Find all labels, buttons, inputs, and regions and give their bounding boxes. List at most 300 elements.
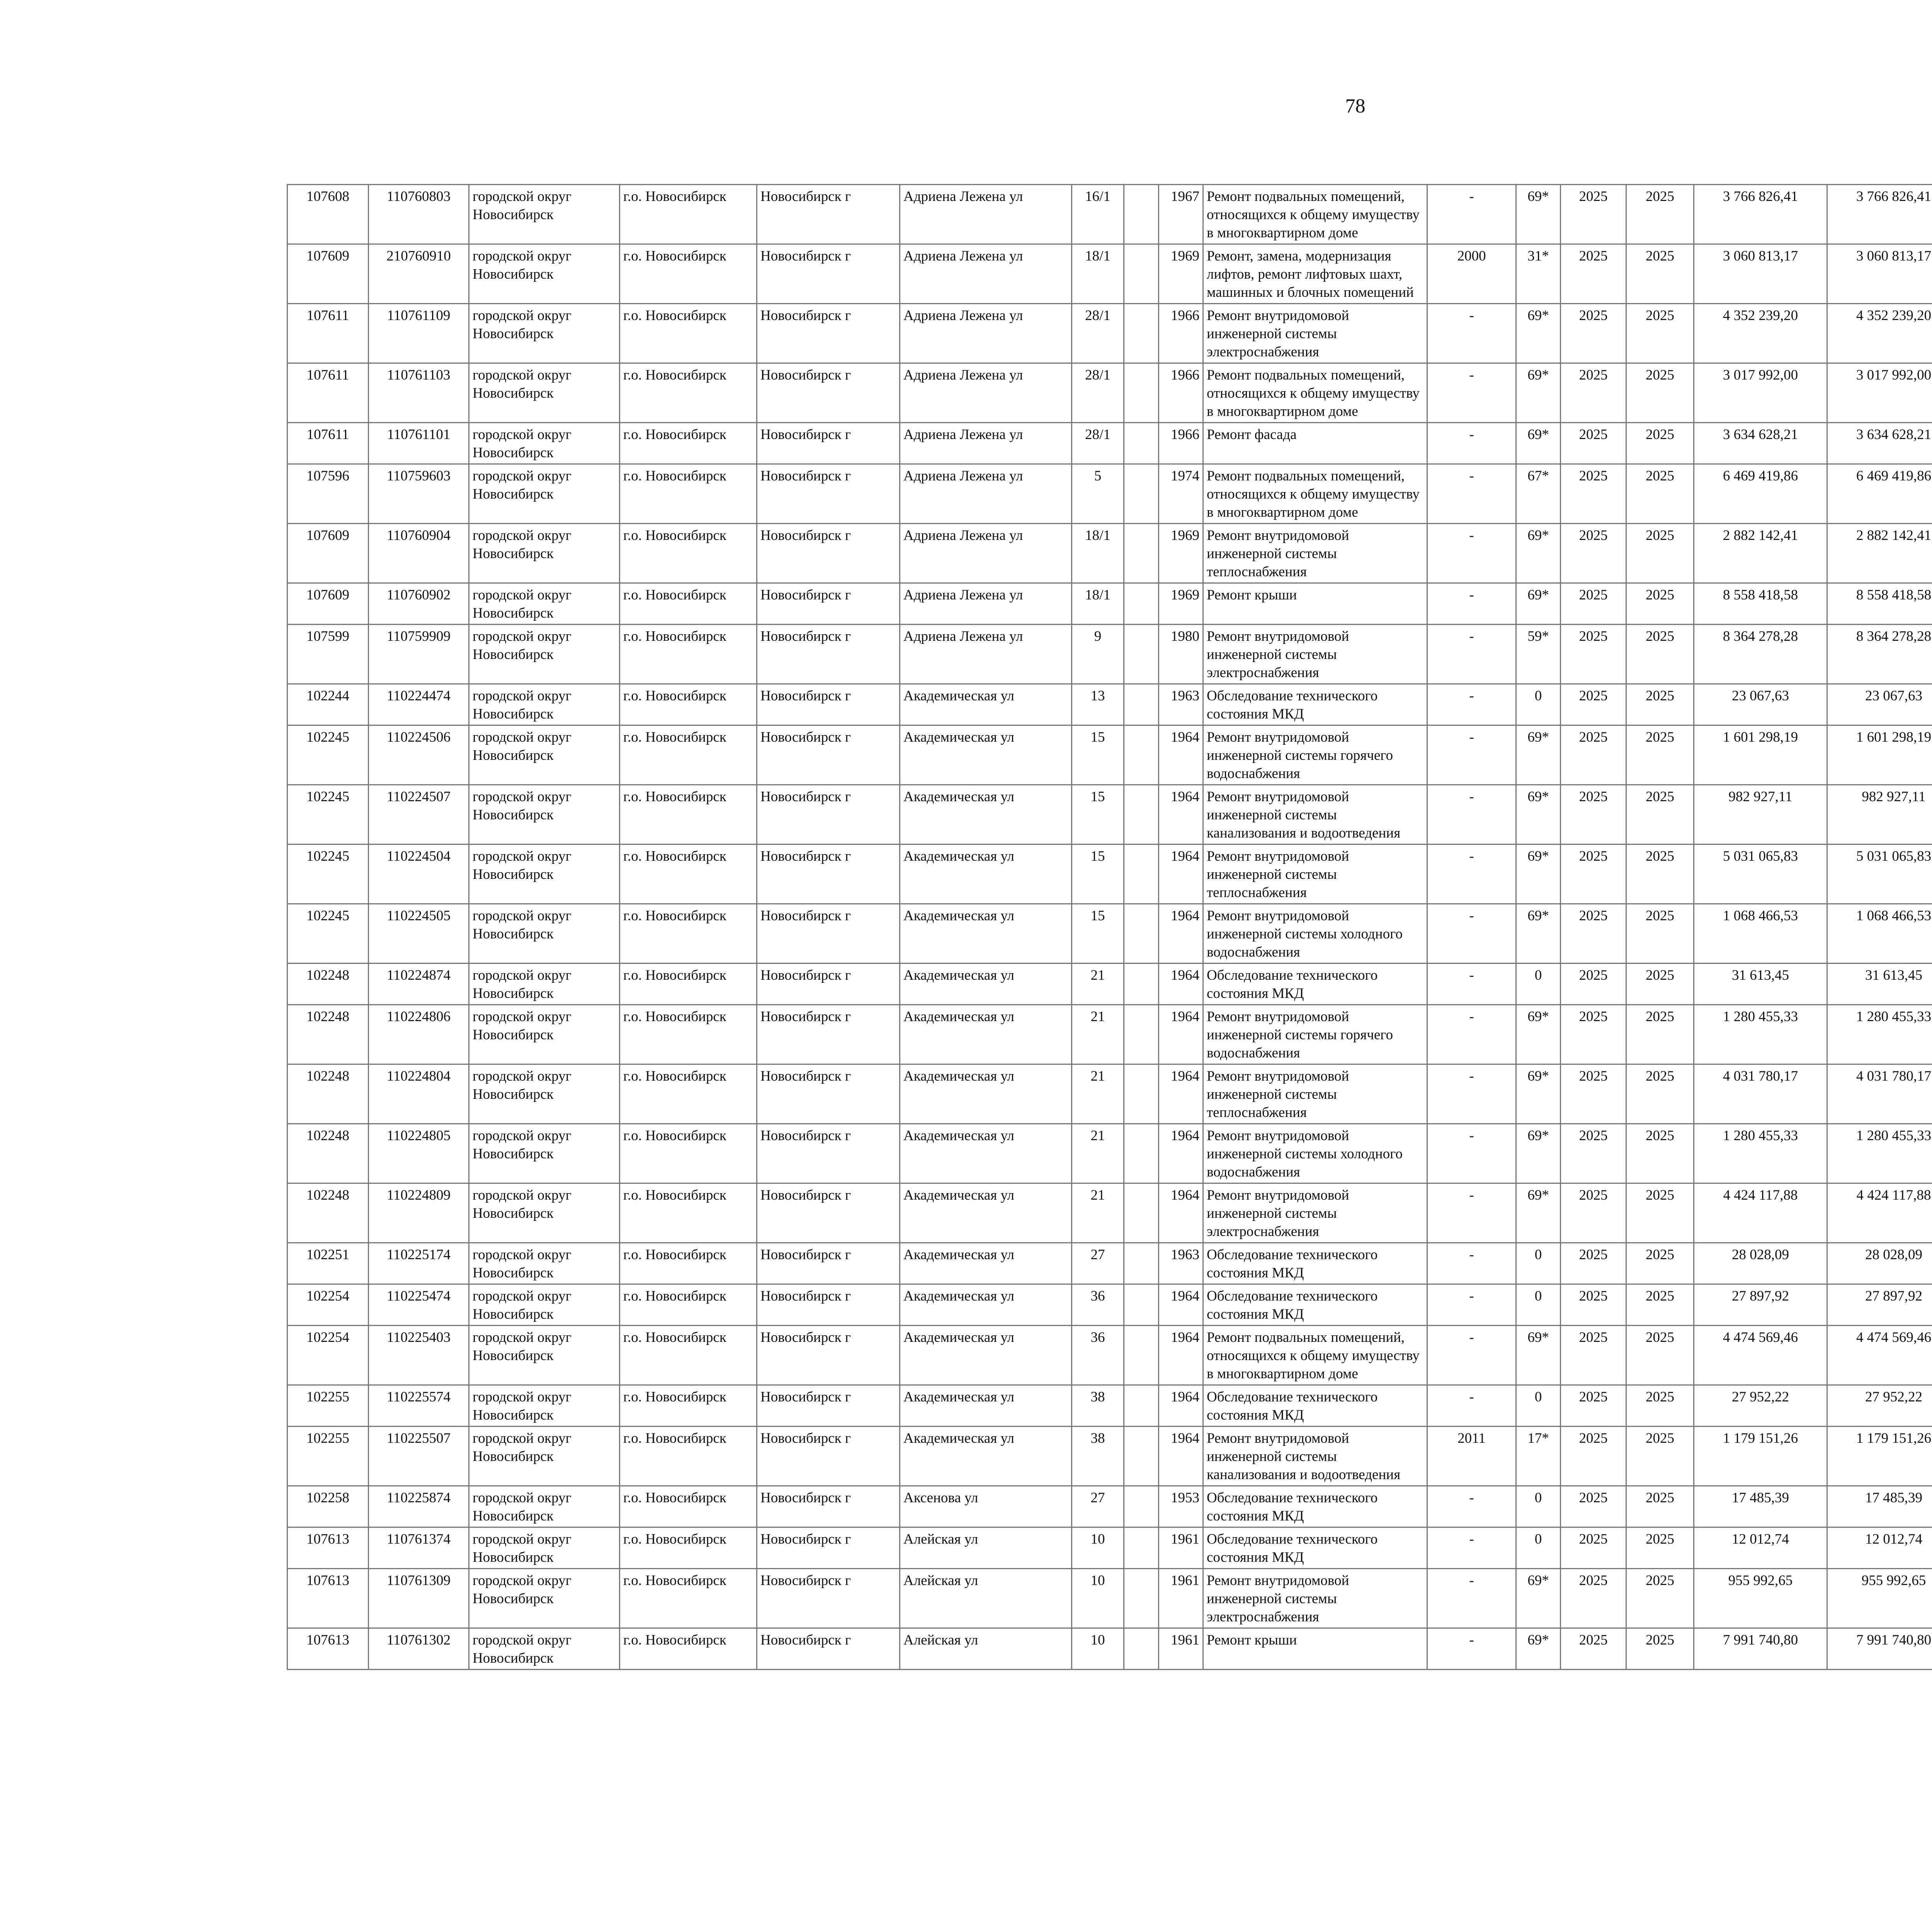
- cell-work-id: 110760803: [369, 185, 469, 244]
- cell-house-number: 28/1: [1072, 423, 1124, 464]
- cell-plan-year-end: 2025: [1626, 1486, 1694, 1527]
- cell-municipality: городской округ Новосибирск: [469, 583, 620, 625]
- table-row: [287, 904, 1932, 964]
- cell-settlement: Новосибирск г: [757, 684, 900, 725]
- cell-work-id: 110224874: [369, 964, 469, 1005]
- cell-work-id: 110225507: [369, 1427, 469, 1486]
- cell-work-type: Ремонт внутридомовой инженерной системы холодного водоснабжения: [1203, 1124, 1427, 1183]
- cell-plan-year-start: 2025: [1561, 1005, 1626, 1064]
- cell-municipality: городской округ Новосибирск: [469, 1427, 620, 1486]
- cell-total-cost: 7 991 740,80: [1694, 1628, 1827, 1670]
- cell-fund-cost: 1 280 455,33: [1827, 1005, 1932, 1064]
- cell-fund-cost: 12 012,74: [1827, 1527, 1932, 1569]
- cell-building-extra: [1124, 625, 1159, 684]
- table-row: [287, 1243, 1932, 1284]
- cell-house-id: 107608: [287, 185, 369, 244]
- cell-municipality: городской округ Новосибирск: [469, 904, 620, 964]
- cell-year-built: 1964: [1159, 1064, 1203, 1124]
- cell-municipality: городской округ Новосибирск: [469, 244, 620, 304]
- cell-work-id: 110224506: [369, 725, 469, 785]
- cell-plan-year-end: 2025: [1626, 363, 1694, 423]
- cell-fund-cost: 3 766 826,41: [1827, 185, 1932, 244]
- cell-plan-year-end: 2025: [1626, 1569, 1694, 1628]
- table-row: [287, 363, 1932, 423]
- cell-last-repair-year: -: [1427, 844, 1516, 904]
- table-row: [287, 785, 1932, 844]
- cell-urban-district: г.о. Новосибирск: [620, 844, 757, 904]
- cell-work-id: 110761109: [369, 304, 469, 363]
- cell-settlement: Новосибирск г: [757, 785, 900, 844]
- cell-plan-year-end: 2025: [1626, 1243, 1694, 1284]
- cell-house-number: 21: [1072, 1064, 1124, 1124]
- cell-plan-year-end: 2025: [1626, 464, 1694, 524]
- cell-fund-cost: 6 469 419,86: [1827, 464, 1932, 524]
- cell-urban-district: г.о. Новосибирск: [620, 304, 757, 363]
- cell-plan-year-end: 2025: [1626, 423, 1694, 464]
- cell-street: Академическая ул: [900, 785, 1072, 844]
- cell-municipality: городской округ Новосибирск: [469, 185, 620, 244]
- cell-municipality: городской округ Новосибирск: [469, 1284, 620, 1326]
- table-row: [287, 1064, 1932, 1124]
- cell-plan-year-start: 2025: [1561, 423, 1626, 464]
- cell-street: Адриена Лежена ул: [900, 464, 1072, 524]
- cell-building-extra: [1124, 464, 1159, 524]
- cell-house-id: 102251: [287, 1243, 369, 1284]
- cell-settlement: Новосибирск г: [757, 1243, 900, 1284]
- table-row: [287, 964, 1932, 1005]
- table-row: [287, 725, 1932, 785]
- cell-settlement: Новосибирск г: [757, 1326, 900, 1385]
- cell-house-id: 107611: [287, 423, 369, 464]
- cell-total-cost: 31 613,45: [1694, 964, 1827, 1005]
- cell-work-type: Ремонт, замена, модернизация лифтов, ремонт лифтовых шахт, машинных и блочных помещений: [1203, 244, 1427, 304]
- cell-settlement: Новосибирск г: [757, 904, 900, 964]
- table-row: [287, 244, 1932, 304]
- cell-urban-district: г.о. Новосибирск: [620, 524, 757, 583]
- cell-building-extra: [1124, 725, 1159, 785]
- cell-house-number: 21: [1072, 1183, 1124, 1243]
- cell-house-id: 107609: [287, 244, 369, 304]
- cell-settlement: Новосибирск г: [757, 1385, 900, 1427]
- cell-plan-year-start: 2025: [1561, 1628, 1626, 1670]
- cell-municipality: городской округ Новосибирск: [469, 1527, 620, 1569]
- table-row: [287, 1183, 1932, 1243]
- cell-wear-percent: 69*: [1516, 363, 1561, 423]
- cell-house-id: 102248: [287, 1064, 369, 1124]
- cell-settlement: Новосибирск г: [757, 1486, 900, 1527]
- cell-total-cost: 1 280 455,33: [1694, 1005, 1827, 1064]
- cell-fund-cost: 8 558 418,58: [1827, 583, 1932, 625]
- cell-building-extra: [1124, 1005, 1159, 1064]
- cell-year-built: 1964: [1159, 725, 1203, 785]
- cell-year-built: 1966: [1159, 423, 1203, 464]
- cell-fund-cost: 4 424 117,88: [1827, 1183, 1932, 1243]
- cell-plan-year-end: 2025: [1626, 1124, 1694, 1183]
- cell-last-repair-year: 2000: [1427, 244, 1516, 304]
- cell-house-number: 18/1: [1072, 583, 1124, 625]
- cell-last-repair-year: -: [1427, 964, 1516, 1005]
- cell-total-cost: 955 992,65: [1694, 1569, 1827, 1628]
- cell-plan-year-start: 2025: [1561, 964, 1626, 1005]
- cell-last-repair-year: -: [1427, 304, 1516, 363]
- cell-last-repair-year: 2011: [1427, 1427, 1516, 1486]
- cell-house-number: 15: [1072, 904, 1124, 964]
- cell-fund-cost: 4 352 239,20: [1827, 304, 1932, 363]
- cell-urban-district: г.о. Новосибирск: [620, 904, 757, 964]
- cell-house-id: 102255: [287, 1427, 369, 1486]
- cell-total-cost: 4 352 239,20: [1694, 304, 1827, 363]
- cell-work-type: Ремонт внутридомовой инженерной системы теплоснабжения: [1203, 1064, 1427, 1124]
- cell-urban-district: г.о. Новосибирск: [620, 244, 757, 304]
- table-row: [287, 684, 1932, 725]
- cell-year-built: 1964: [1159, 964, 1203, 1005]
- cell-plan-year-end: 2025: [1626, 1385, 1694, 1427]
- cell-last-repair-year: -: [1427, 1124, 1516, 1183]
- cell-urban-district: г.о. Новосибирск: [620, 1427, 757, 1486]
- cell-plan-year-start: 2025: [1561, 1326, 1626, 1385]
- cell-urban-district: г.о. Новосибирск: [620, 363, 757, 423]
- cell-plan-year-end: 2025: [1626, 1284, 1694, 1326]
- cell-work-type: Ремонт крыши: [1203, 1628, 1427, 1670]
- capital-repair-table: [287, 184, 1932, 1670]
- cell-urban-district: г.о. Новосибирск: [620, 464, 757, 524]
- cell-house-number: 13: [1072, 684, 1124, 725]
- cell-municipality: городской округ Новосибирск: [469, 1064, 620, 1124]
- cell-fund-cost: 3 017 992,00: [1827, 363, 1932, 423]
- cell-building-extra: [1124, 1243, 1159, 1284]
- cell-house-number: 21: [1072, 964, 1124, 1005]
- cell-work-id: 110225403: [369, 1326, 469, 1385]
- cell-urban-district: г.о. Новосибирск: [620, 423, 757, 464]
- cell-work-type: Обследование технического состояния МКД: [1203, 1486, 1427, 1527]
- cell-work-id: 110224474: [369, 684, 469, 725]
- cell-street: Алейская ул: [900, 1628, 1072, 1670]
- cell-wear-percent: 0: [1516, 1527, 1561, 1569]
- cell-plan-year-start: 2025: [1561, 785, 1626, 844]
- cell-plan-year-end: 2025: [1626, 524, 1694, 583]
- table-row: [287, 1569, 1932, 1628]
- cell-municipality: городской округ Новосибирск: [469, 1005, 620, 1064]
- cell-municipality: городской округ Новосибирск: [469, 844, 620, 904]
- cell-settlement: Новосибирск г: [757, 625, 900, 684]
- cell-last-repair-year: -: [1427, 1486, 1516, 1527]
- cell-plan-year-start: 2025: [1561, 464, 1626, 524]
- cell-plan-year-end: 2025: [1626, 725, 1694, 785]
- table-row: [287, 1284, 1932, 1326]
- cell-last-repair-year: -: [1427, 1284, 1516, 1326]
- cell-municipality: городской округ Новосибирск: [469, 625, 620, 684]
- cell-plan-year-start: 2025: [1561, 1427, 1626, 1486]
- cell-last-repair-year: -: [1427, 1628, 1516, 1670]
- cell-fund-cost: 4 474 569,46: [1827, 1326, 1932, 1385]
- cell-street: Адриена Лежена ул: [900, 625, 1072, 684]
- cell-work-type: Ремонт внутридомовой инженерной системы теплоснабжения: [1203, 844, 1427, 904]
- cell-house-id: 102258: [287, 1486, 369, 1527]
- cell-urban-district: г.о. Новосибирск: [620, 185, 757, 244]
- cell-house-id: 107613: [287, 1569, 369, 1628]
- cell-work-id: 110225574: [369, 1385, 469, 1427]
- cell-municipality: городской округ Новосибирск: [469, 1569, 620, 1628]
- cell-total-cost: 1 601 298,19: [1694, 725, 1827, 785]
- cell-work-type: Обследование технического состояния МКД: [1203, 1527, 1427, 1569]
- cell-work-id: 110224804: [369, 1064, 469, 1124]
- cell-last-repair-year: -: [1427, 464, 1516, 524]
- cell-year-built: 1963: [1159, 1243, 1203, 1284]
- cell-last-repair-year: -: [1427, 1527, 1516, 1569]
- cell-fund-cost: 1 601 298,19: [1827, 725, 1932, 785]
- cell-work-type: Ремонт внутридомовой инженерной системы горячего водоснабжения: [1203, 725, 1427, 785]
- cell-total-cost: 3 634 628,21: [1694, 423, 1827, 464]
- cell-work-id: 110225874: [369, 1486, 469, 1527]
- cell-building-extra: [1124, 1427, 1159, 1486]
- table-row: [287, 1385, 1932, 1427]
- cell-urban-district: г.о. Новосибирск: [620, 1486, 757, 1527]
- page-number: 78: [1345, 95, 1366, 117]
- cell-work-id: 110224806: [369, 1005, 469, 1064]
- cell-building-extra: [1124, 684, 1159, 725]
- cell-last-repair-year: -: [1427, 625, 1516, 684]
- cell-settlement: Новосибирск г: [757, 1124, 900, 1183]
- cell-work-type: Ремонт подвальных помещений, относящихся к общему имуществу в многоквартирном доме: [1203, 185, 1427, 244]
- cell-work-type: Ремонт внутридомовой инженерной системы канализования и водоотведения: [1203, 1427, 1427, 1486]
- cell-plan-year-start: 2025: [1561, 304, 1626, 363]
- cell-settlement: Новосибирск г: [757, 1284, 900, 1326]
- cell-house-number: 5: [1072, 464, 1124, 524]
- cell-plan-year-end: 2025: [1626, 244, 1694, 304]
- cell-urban-district: г.о. Новосибирск: [620, 1005, 757, 1064]
- cell-building-extra: [1124, 1124, 1159, 1183]
- cell-municipality: городской округ Новосибирск: [469, 363, 620, 423]
- cell-work-id: 110224507: [369, 785, 469, 844]
- cell-urban-district: г.о. Новосибирск: [620, 785, 757, 844]
- table-row: [287, 1486, 1932, 1527]
- cell-urban-district: г.о. Новосибирск: [620, 1326, 757, 1385]
- cell-house-id: 102244: [287, 684, 369, 725]
- cell-plan-year-end: 2025: [1626, 785, 1694, 844]
- cell-municipality: городской округ Новосибирск: [469, 1243, 620, 1284]
- cell-street: Адриена Лежена ул: [900, 423, 1072, 464]
- table-row: [287, 524, 1932, 583]
- cell-year-built: 1953: [1159, 1486, 1203, 1527]
- cell-street: Академическая ул: [900, 1005, 1072, 1064]
- cell-street: Академическая ул: [900, 904, 1072, 964]
- cell-total-cost: 8 558 418,58: [1694, 583, 1827, 625]
- cell-house-id: 107613: [287, 1527, 369, 1569]
- cell-plan-year-end: 2025: [1626, 1427, 1694, 1486]
- cell-wear-percent: 69*: [1516, 1064, 1561, 1124]
- cell-street: Академическая ул: [900, 1284, 1072, 1326]
- cell-last-repair-year: -: [1427, 1005, 1516, 1064]
- cell-house-id: 102245: [287, 785, 369, 844]
- cell-wear-percent: 67*: [1516, 464, 1561, 524]
- cell-fund-cost: 1 179 151,26: [1827, 1427, 1932, 1486]
- cell-total-cost: 2 882 142,41: [1694, 524, 1827, 583]
- cell-wear-percent: 69*: [1516, 524, 1561, 583]
- cell-year-built: 1964: [1159, 1005, 1203, 1064]
- cell-settlement: Новосибирск г: [757, 464, 900, 524]
- cell-urban-district: г.о. Новосибирск: [620, 1527, 757, 1569]
- cell-work-id: 110225474: [369, 1284, 469, 1326]
- cell-plan-year-end: 2025: [1626, 625, 1694, 684]
- cell-work-type: Ремонт внутридомовой инженерной системы холодного водоснабжения: [1203, 904, 1427, 964]
- cell-work-type: Ремонт подвальных помещений, относящихся к общему имуществу в многоквартирном доме: [1203, 1326, 1427, 1385]
- cell-plan-year-start: 2025: [1561, 244, 1626, 304]
- cell-municipality: городской округ Новосибирск: [469, 1385, 620, 1427]
- cell-street: Адриена Лежена ул: [900, 524, 1072, 583]
- table-row: [287, 1427, 1932, 1486]
- cell-total-cost: 8 364 278,28: [1694, 625, 1827, 684]
- cell-last-repair-year: -: [1427, 1064, 1516, 1124]
- cell-work-type: Ремонт внутридомовой инженерной системы электроснабжения: [1203, 625, 1427, 684]
- cell-total-cost: 3 060 813,17: [1694, 244, 1827, 304]
- cell-year-built: 1964: [1159, 1284, 1203, 1326]
- table-row: [287, 185, 1932, 244]
- cell-total-cost: 6 469 419,86: [1694, 464, 1827, 524]
- cell-house-number: 10: [1072, 1628, 1124, 1670]
- cell-plan-year-end: 2025: [1626, 1183, 1694, 1243]
- cell-building-extra: [1124, 1064, 1159, 1124]
- cell-total-cost: 27 952,22: [1694, 1385, 1827, 1427]
- cell-municipality: городской округ Новосибирск: [469, 524, 620, 583]
- cell-work-type: Ремонт внутридомовой инженерной системы горячего водоснабжения: [1203, 1005, 1427, 1064]
- cell-wear-percent: 69*: [1516, 583, 1561, 625]
- cell-settlement: Новосибирск г: [757, 524, 900, 583]
- cell-street: Академическая ул: [900, 1385, 1072, 1427]
- table-row: [287, 423, 1932, 464]
- cell-street: Академическая ул: [900, 844, 1072, 904]
- cell-municipality: городской округ Новосибирск: [469, 785, 620, 844]
- cell-total-cost: 982 927,11: [1694, 785, 1827, 844]
- cell-plan-year-end: 2025: [1626, 844, 1694, 904]
- cell-fund-cost: 3 060 813,17: [1827, 244, 1932, 304]
- cell-total-cost: 17 485,39: [1694, 1486, 1827, 1527]
- cell-municipality: городской округ Новосибирск: [469, 964, 620, 1005]
- cell-urban-district: г.о. Новосибирск: [620, 1385, 757, 1427]
- cell-plan-year-start: 2025: [1561, 904, 1626, 964]
- cell-work-id: 110761374: [369, 1527, 469, 1569]
- cell-work-type: Обследование технического состояния МКД: [1203, 1284, 1427, 1326]
- cell-fund-cost: 27 952,22: [1827, 1385, 1932, 1427]
- cell-street: Академическая ул: [900, 1064, 1072, 1124]
- table-row: [287, 1527, 1932, 1569]
- cell-last-repair-year: -: [1427, 1385, 1516, 1427]
- cell-street: Академическая ул: [900, 1124, 1072, 1183]
- cell-house-id: 102248: [287, 1183, 369, 1243]
- cell-last-repair-year: -: [1427, 423, 1516, 464]
- cell-year-built: 1964: [1159, 785, 1203, 844]
- cell-fund-cost: 31 613,45: [1827, 964, 1932, 1005]
- cell-settlement: Новосибирск г: [757, 423, 900, 464]
- cell-plan-year-end: 2025: [1626, 1628, 1694, 1670]
- cell-building-extra: [1124, 304, 1159, 363]
- cell-house-id: 107609: [287, 583, 369, 625]
- cell-year-built: 1961: [1159, 1628, 1203, 1670]
- cell-work-type: Ремонт крыши: [1203, 583, 1427, 625]
- cell-year-built: 1961: [1159, 1527, 1203, 1569]
- cell-urban-district: г.о. Новосибирск: [620, 583, 757, 625]
- cell-house-id: 107596: [287, 464, 369, 524]
- cell-fund-cost: 3 634 628,21: [1827, 423, 1932, 464]
- cell-wear-percent: 69*: [1516, 725, 1561, 785]
- cell-wear-percent: 69*: [1516, 844, 1561, 904]
- cell-municipality: городской округ Новосибирск: [469, 725, 620, 785]
- cell-total-cost: 4 474 569,46: [1694, 1326, 1827, 1385]
- cell-work-type: Обследование технического состояния МКД: [1203, 964, 1427, 1005]
- cell-settlement: Новосибирск г: [757, 844, 900, 904]
- cell-plan-year-end: 2025: [1626, 1005, 1694, 1064]
- cell-year-built: 1964: [1159, 1124, 1203, 1183]
- table-row: [287, 1005, 1932, 1064]
- cell-house-number: 18/1: [1072, 524, 1124, 583]
- cell-plan-year-start: 2025: [1561, 524, 1626, 583]
- cell-building-extra: [1124, 185, 1159, 244]
- cell-street: Академическая ул: [900, 1427, 1072, 1486]
- cell-total-cost: 12 012,74: [1694, 1527, 1827, 1569]
- cell-municipality: городской округ Новосибирск: [469, 684, 620, 725]
- cell-work-type: Ремонт фасада: [1203, 423, 1427, 464]
- cell-fund-cost: 2 882 142,41: [1827, 524, 1932, 583]
- cell-work-id: 110761302: [369, 1628, 469, 1670]
- cell-house-id: 102255: [287, 1385, 369, 1427]
- cell-year-built: 1967: [1159, 185, 1203, 244]
- cell-house-number: 36: [1072, 1284, 1124, 1326]
- cell-urban-district: г.о. Новосибирск: [620, 684, 757, 725]
- cell-plan-year-end: 2025: [1626, 1326, 1694, 1385]
- cell-wear-percent: 69*: [1516, 185, 1561, 244]
- cell-building-extra: [1124, 844, 1159, 904]
- cell-building-extra: [1124, 1486, 1159, 1527]
- cell-building-extra: [1124, 785, 1159, 844]
- table-row: [287, 464, 1932, 524]
- cell-building-extra: [1124, 1326, 1159, 1385]
- cell-year-built: 1969: [1159, 244, 1203, 304]
- cell-last-repair-year: -: [1427, 363, 1516, 423]
- cell-plan-year-end: 2025: [1626, 185, 1694, 244]
- cell-year-built: 1964: [1159, 1385, 1203, 1427]
- cell-street: Академическая ул: [900, 1183, 1072, 1243]
- cell-urban-district: г.о. Новосибирск: [620, 725, 757, 785]
- cell-total-cost: 27 897,92: [1694, 1284, 1827, 1326]
- cell-street: Алейская ул: [900, 1527, 1072, 1569]
- cell-municipality: городской округ Новосибирск: [469, 423, 620, 464]
- cell-fund-cost: 982 927,11: [1827, 785, 1932, 844]
- cell-settlement: Новосибирск г: [757, 1569, 900, 1628]
- cell-plan-year-start: 2025: [1561, 1124, 1626, 1183]
- cell-wear-percent: 0: [1516, 1243, 1561, 1284]
- cell-building-extra: [1124, 583, 1159, 625]
- cell-fund-cost: 28 028,09: [1827, 1243, 1932, 1284]
- cell-settlement: Новосибирск г: [757, 964, 900, 1005]
- cell-house-number: 27: [1072, 1486, 1124, 1527]
- cell-total-cost: 1 179 151,26: [1694, 1427, 1827, 1486]
- table-row: [287, 1124, 1932, 1183]
- cell-year-built: 1966: [1159, 363, 1203, 423]
- cell-total-cost: 3 766 826,41: [1694, 185, 1827, 244]
- cell-work-type: Обследование технического состояния МКД: [1203, 1385, 1427, 1427]
- cell-house-number: 27: [1072, 1243, 1124, 1284]
- cell-building-extra: [1124, 1385, 1159, 1427]
- cell-year-built: 1966: [1159, 304, 1203, 363]
- cell-plan-year-start: 2025: [1561, 625, 1626, 684]
- cell-plan-year-start: 2025: [1561, 363, 1626, 423]
- cell-house-id: 102248: [287, 1005, 369, 1064]
- cell-municipality: городской округ Новосибирск: [469, 1183, 620, 1243]
- table-row: [287, 844, 1932, 904]
- cell-plan-year-start: 2025: [1561, 1064, 1626, 1124]
- cell-house-number: 9: [1072, 625, 1124, 684]
- cell-work-id: 110759909: [369, 625, 469, 684]
- cell-plan-year-start: 2025: [1561, 583, 1626, 625]
